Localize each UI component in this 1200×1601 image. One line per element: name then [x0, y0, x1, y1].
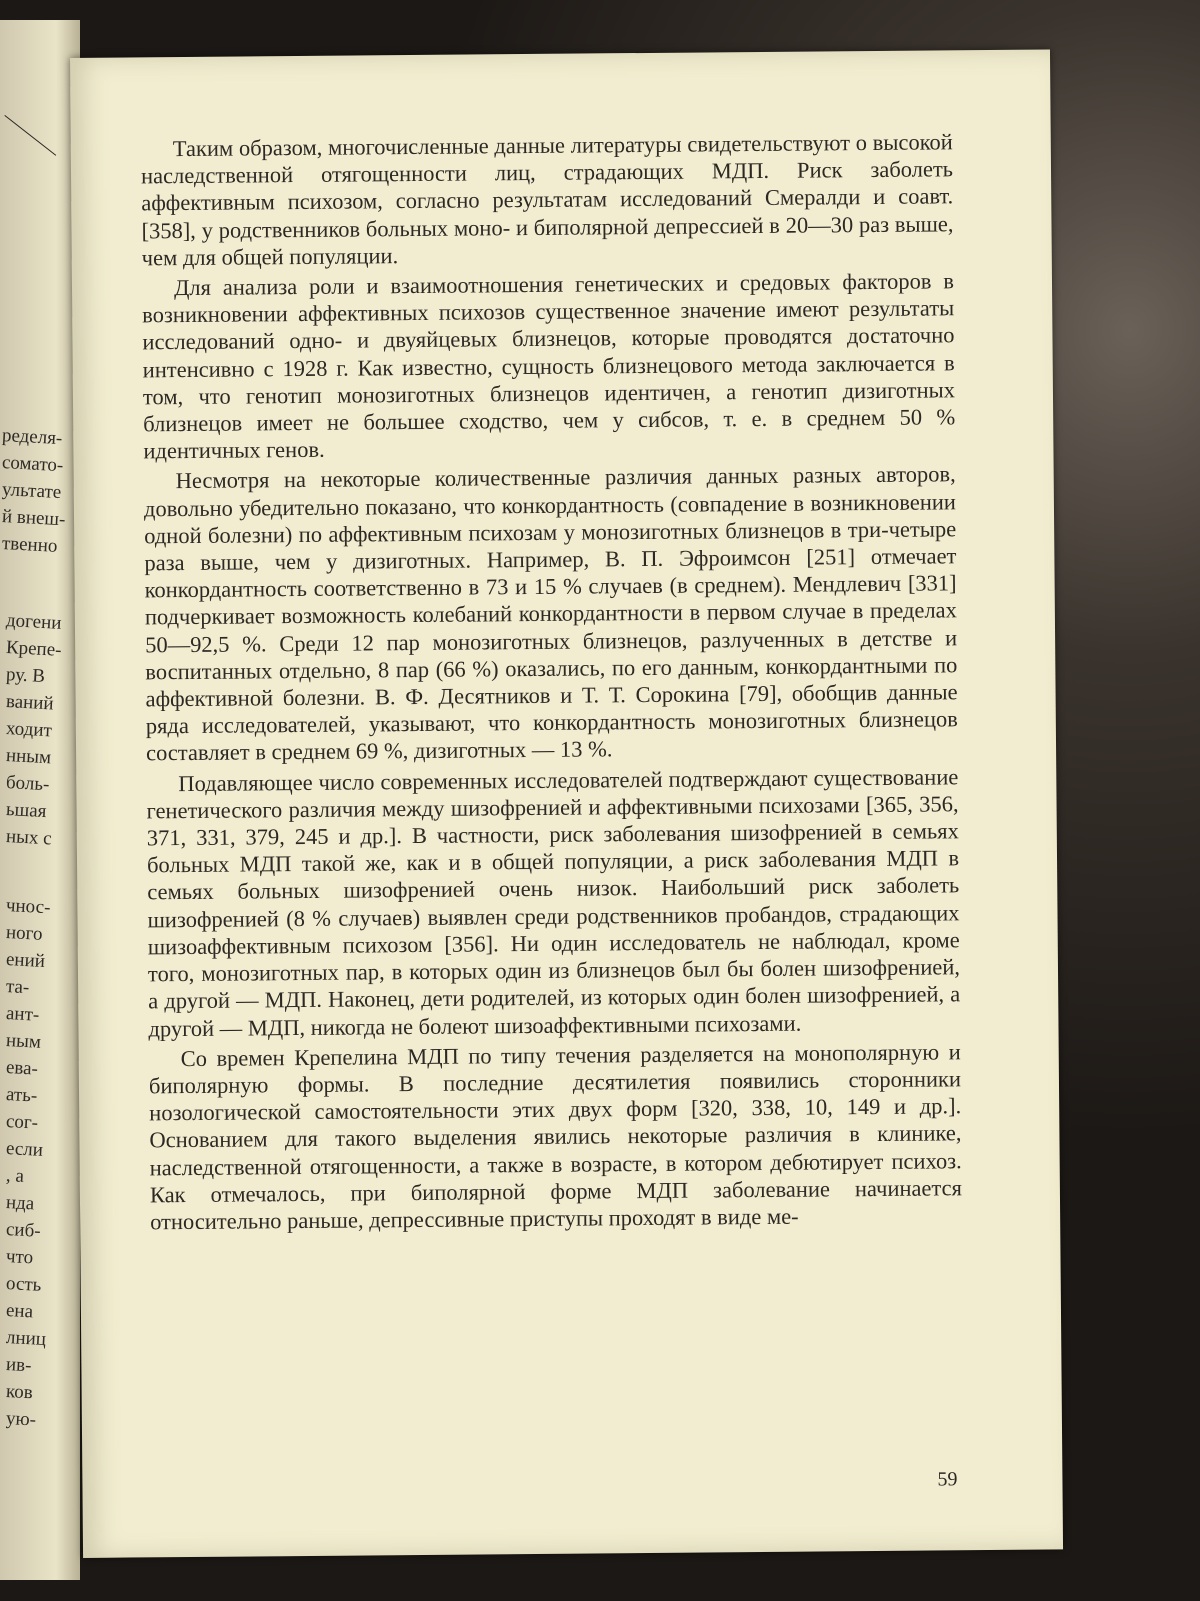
- previous-page-fragment: сиб-: [5, 1219, 42, 1242]
- previous-page-fragment: боль-: [5, 772, 50, 796]
- previous-page-fragment: сомато-: [1, 452, 64, 477]
- previous-page-fragment: ных с: [5, 826, 53, 850]
- previous-page-fragment: ость: [5, 1273, 42, 1296]
- previous-page-fragment: нным: [5, 745, 52, 769]
- paragraph-3: Несмотря на некоторые количественные различия данных разных авторов, довольно убедительно показано, что конкордантность (совпадение в возникновении одной болезни) по аффективным психозам у монозиготных близнецов в три-четыре раза выше, чем у дизиготных. Например, В. П. Эфроимсон [251] отмечает конкордантность соответственно в 73 и 15 % случаев (в среднем). Мендлевич [331] подчеркивает возможность колебаний конкордантности в первом случае в пределах 50—92,5 %. Среди 12 пар монозиготных близнецов, разлученных в детстве и воспитанных отдельно, 8 пар (66 %) оказались, по его данным, конкордантными по аффективной болезни. В. Ф. Десятников и Т. Т. Сорокина [79], обобщив данные ряда исследователей, указывают, что конкордантность монозиготных близнецов составляет в среднем 69 %, дизиготных — 13 %.: [143, 461, 958, 766]
- page-number: 59: [937, 1468, 958, 1491]
- previous-page-fragment: нда: [5, 1192, 35, 1215]
- previous-page-fragment: ив-: [5, 1354, 33, 1377]
- previous-page-fragment: что: [5, 1246, 34, 1269]
- previous-page-edge: [0, 20, 80, 1580]
- paragraph-1: Таким образом, многочисленные данные литературы свидетельствуют о высокой наследственной отягощенности лиц, страдающих МДП. Риск заболеть аффективным психозом, согласно результатам исследований Смералди и соавт. [358], у родственников больных моно- и биполярной депрессией в 20—30 раз выше, чем для общей популяции.: [140, 129, 954, 271]
- previous-page-fragment: догени: [5, 610, 62, 634]
- previous-page-fragment: чнос-: [5, 895, 51, 919]
- paragraph-5: Со времен Крепелина МДП по типу течения разделяется на монополярную и биполярную формы. В последние десятилетия появились сторонники нозологической самостоятельности этих двух форм [320, 338, 10, 149 и др.]. Основанием для такого выделения явились некоторые различия в клинике, наследственной отягощенности, а также в возрасте, в котором дебютирует психоз. Как отмечалось, при биполярной форме МДП заболевание начинается относительно раньше, депрессивные приступы проходят в виде ме-: [148, 1038, 962, 1235]
- previous-page-fragment: ена: [5, 1300, 34, 1323]
- previous-page-fragment: ультате: [1, 479, 62, 504]
- previous-page-fragment: ков: [5, 1381, 34, 1404]
- previous-page-fragment: ходит: [5, 718, 53, 742]
- previous-page-fragment: твенно: [1, 533, 58, 557]
- previous-page-fragment: ваний: [5, 691, 55, 715]
- previous-page-fragment: й внеш-: [1, 506, 66, 531]
- previous-page-fragment: ева-: [5, 1057, 39, 1080]
- previous-page-fragment: та-: [5, 976, 30, 999]
- previous-page-fragment: ным: [5, 1030, 42, 1053]
- previous-page-fragment: ного: [5, 922, 44, 945]
- previous-page-fragment: ений: [5, 949, 46, 973]
- previous-page-fragment: ьшая: [5, 799, 47, 823]
- previous-page-fragment: ать-: [5, 1084, 38, 1107]
- book-page: [70, 49, 1063, 1557]
- previous-page-fragment: ру. В: [5, 664, 46, 688]
- previous-page-fragment: если: [5, 1138, 44, 1161]
- previous-page-fragment: Крепе-: [5, 637, 63, 661]
- previous-page-fragment: лниц: [5, 1327, 47, 1351]
- previous-page-fragment: ределя-: [1, 425, 63, 450]
- previous-page-fragment: ант-: [5, 1003, 40, 1026]
- paragraph-2: Для анализа роли и взаимоотношения генетических и средовых факторов в возникновении аффективных психозов существенное значение имеют результаты исследований одно- и двуяйцевых близнецов, которые проводятся достаточно интенсивно с 1928 г. Как известно, сущность близнецового метода заключается в том, что генотип монозиготных близнецов идентичен, а генотип дизиготных близнецов имеет не большее сходство, чем у сибсов, т. е. в среднем 50 % идентичных генов.: [142, 268, 956, 464]
- previous-page-fragment: ую-: [5, 1408, 37, 1431]
- previous-page-rule: [4, 115, 56, 156]
- previous-page-fragment: сог-: [5, 1111, 39, 1134]
- page-body-text: [141, 128, 963, 1238]
- previous-page-fragment: , а: [5, 1165, 25, 1187]
- paragraph-4: Подавляющее число современных исследователей подтверждают существование генетического различия между шизофренией и аффективными психозами [365, 356, 371, 331, 379, 245 и др.]. В частности, риск заболевания шизофренией в семьях больных МДП такой же, как и в общей популяции, а риск заболевания МДП в семьях больных шизофренией очень низок. Наибольший риск заболеть шизофренией (8 % случаев) выявлен среди родственников пробандов, страдающих шизоаффективным психозом [356]. Ни один исследователь не наблюдал, кроме того, монозиготных пар, в которых один из близнецов был бы болен шизофренией, а другой — МДП. Наконец, дети родителей, из которых один болен шизофренией, а другой — МДП, никогда не болеют шизоаффективными психозами.: [146, 763, 961, 1041]
